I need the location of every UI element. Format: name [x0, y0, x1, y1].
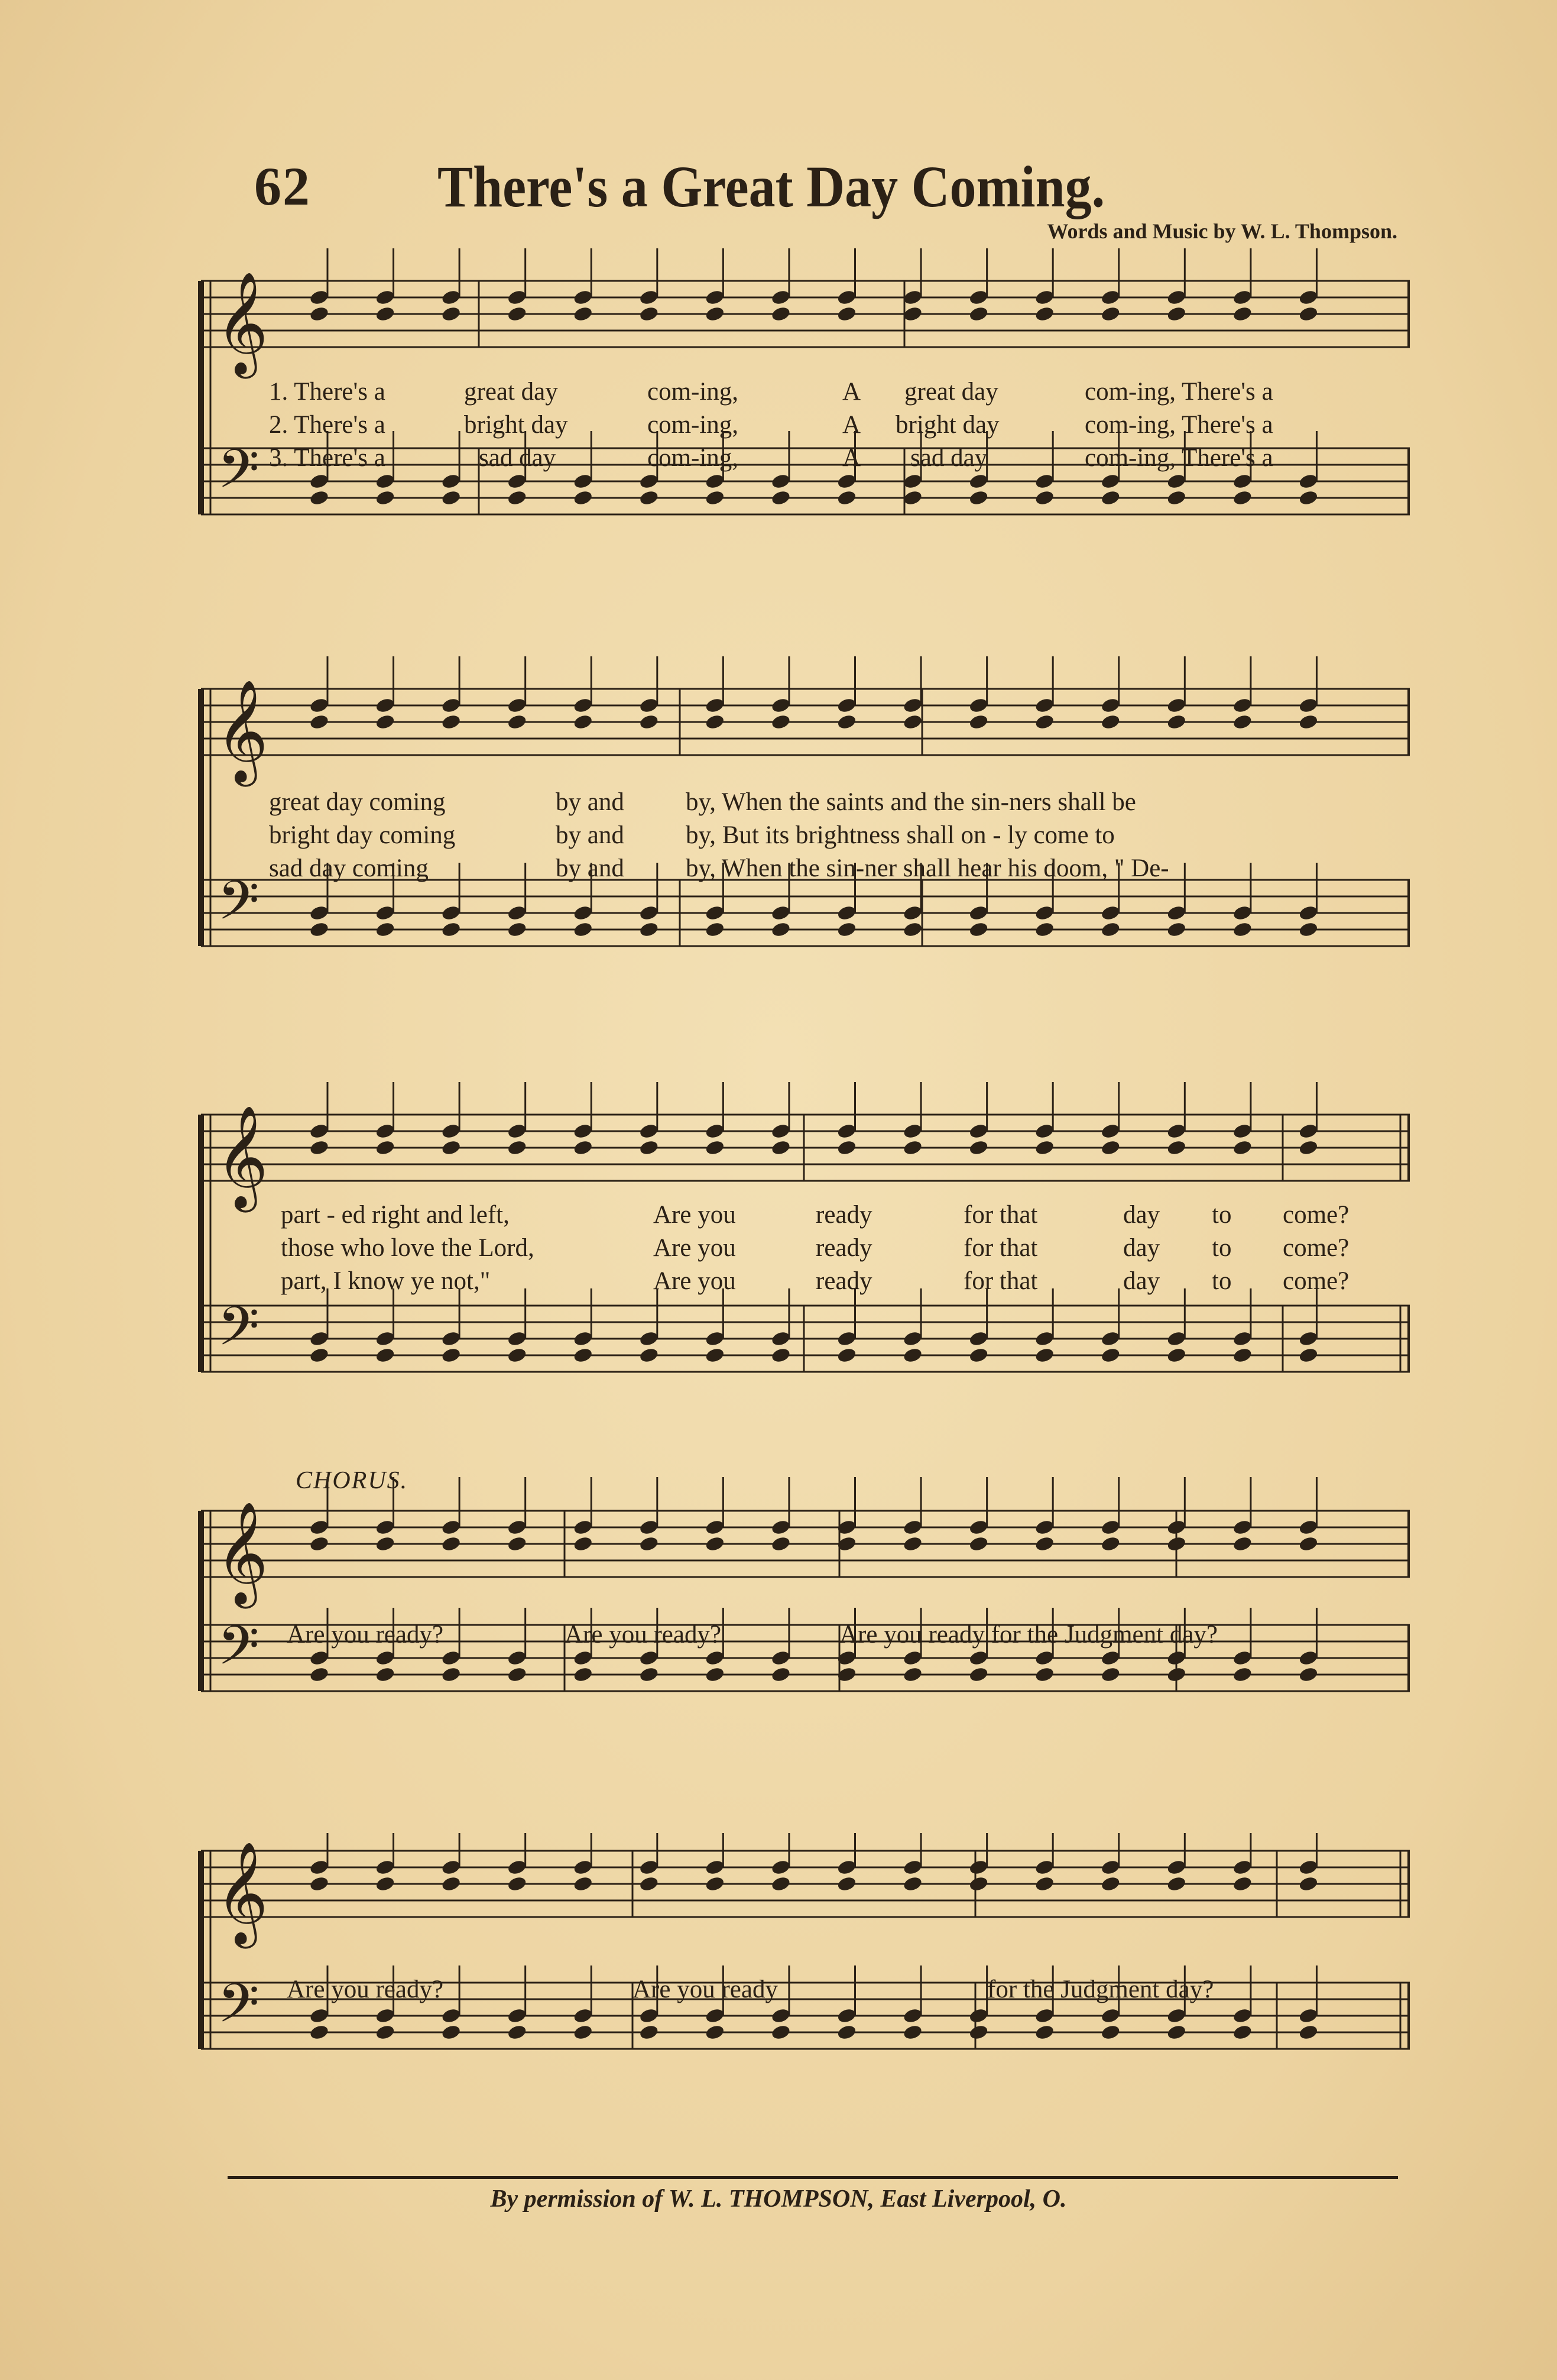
music-system-3: 𝄞 𝄢 part - ed right and left, Are you ready for that day to come? those who love the Lord, Are you ready for that day to come? part, I know ye not," Are you ready for that day to come? [183, 1082, 1416, 1461]
svg-text:𝄞: 𝄞 [216, 271, 268, 374]
svg-text:𝄢: 𝄢 [218, 438, 260, 513]
svg-text:𝄞: 𝄞 [216, 679, 268, 782]
hymn-credit: Words and Music by W. L. Thompson. [1047, 219, 1397, 243]
svg-text:𝄢: 𝄢 [218, 869, 260, 945]
music-system-5-chorus: 𝄞 𝄢 Are you ready? Are you ready for the Judgment day? [183, 1833, 1416, 2164]
chorus-label: CHORUS. [296, 1467, 408, 1494]
svg-text:𝄞: 𝄞 [216, 1841, 268, 1944]
music-system-1: 𝄞 𝄢 1. There's a great day com-ing, A great day com-ing, There's a 2. There's a bright day com-ing, A bright day com-ing, There's a 3. There's a sad day com-ing, A sad day com-ing, There's a [183, 248, 1416, 603]
footer-rule [228, 2176, 1398, 2179]
hymn-title: There's a Great Day Coming. [437, 154, 1105, 219]
svg-text:𝄢: 𝄢 [218, 1972, 260, 2048]
footer-credit: By permission of W. L. THOMPSON, East Liverpool, O. [490, 2185, 1067, 2213]
svg-text:𝄞: 𝄞 [216, 1501, 268, 1604]
music-system-2: 𝄞 𝄢 great day coming by and by, When the saints and the sin-ners shall be bright day coming by and by, But its brightness shall on - ly come to sad day coming by and by, When the sin-ner shall hear his doom, " De- [183, 656, 1416, 1035]
svg-text:𝄢: 𝄢 [218, 1295, 260, 1371]
svg-text:𝄞: 𝄞 [216, 1105, 268, 1208]
svg-text:𝄢: 𝄢 [218, 1614, 260, 1690]
hymn-number: 62 [254, 156, 311, 216]
music-system-4-chorus: CHORUS. 𝄞 𝄢 Are you ready? Are you ready? Are you ready for the Judgment day? [183, 1466, 1416, 1786]
